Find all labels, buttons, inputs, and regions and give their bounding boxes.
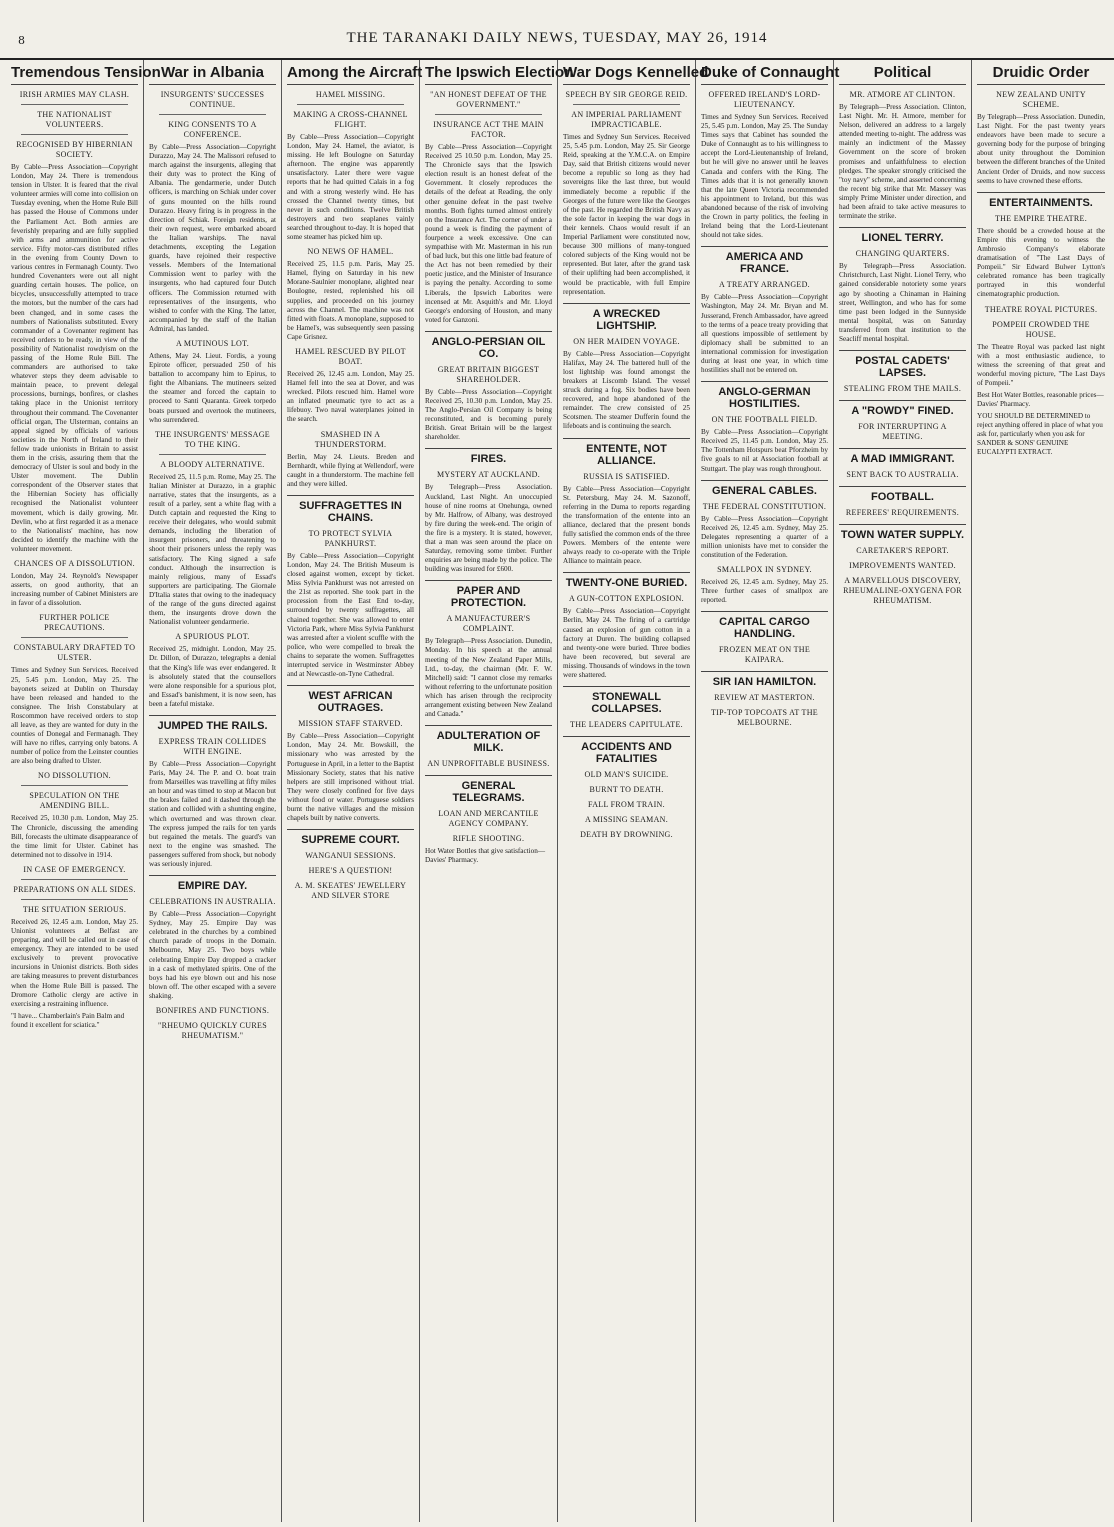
subheading: A MANUFACTURER'S COMPLAINT.: [446, 614, 531, 634]
article-body: By Telegraph—Press Association. Christchurch, Last Night. Lionel Terry, who gained considerable notoriety some years ago by shooting a Chinaman in Haining street, Wellington, and who has for some time past been lodged in the Sunnyside mental hospital, was on Saturday transferred from that institution to the Seacliff mental hospital.: [839, 262, 966, 343]
subheading: ON HER MAIDEN VOYAGE.: [573, 336, 680, 346]
advertisement: Hot Water Bottles that give satisfaction—Davies' Pharmacy.: [425, 847, 546, 865]
subheading: BONFIRES AND FUNCTIONS.: [155, 1006, 270, 1016]
column-ipswich-election: [420, 60, 574, 1522]
headline: A "ROWDY" FINED.: [839, 400, 966, 417]
subheading: SPEECH BY SIR GEORGE REID.: [565, 90, 688, 99]
article-body: By Cable—Press Association—Copyright London, May 24. There is tremendous tension in Ulster. It is feared that the rival volunteer armies will come into collision on Tuesday evening, when the Home Rule Bill has passed the House of Commons under the Parliament Act. Both armies are feverishly preparing and are fully supplied with arms and ammunition for active service. Fifty motor-cars distributed rifles in the evening from County Down to various centres in Fermanagh County. Two hundred Covenanters were out all night guarding certain houses. The police, on bicycles, unsuccessfully attempted to trace the motors, but the number of the cars had been changed, and in some cases the numbers of Nationalists substituted. Every commander of a Covenanter regiment has received orders to be ready, in view of the possibility of Nationalist rowdyism on the passing of the Home Rule Bill. The commanders are authorised to take whatever steps they deem advisable to maintain peace, to prevent delegal processions, burnings, bonfires, or clashes taking place in the Unionist territory throughout their command. The Covenanter official organ, The Ulsterman, contains an appeal signed by officials of various societies in the North of Ireland to their fellow trade unionists in Britain to assist them in the crisis, assuring them that the democracy of Ulster is soul and body in the Ulster movement. The Dublin correspondent of the Observer states that the Hibernian Society has officially recognised the Nationalist volunteer movement, which is daily growing. Mr. Devlin, who at first regarded it as a menace to the Nationalists' machine, has now decided to identify the machine with the volunteer movement.: [11, 163, 138, 553]
headline: Political: [839, 60, 966, 85]
subheading: A GUN-COTTON EXPLOSION.: [569, 594, 684, 604]
headline: War Dogs Kennelled: [563, 60, 690, 85]
subheading: A SPURIOUS PLOT.: [175, 632, 250, 642]
headline: ADULTERATION OF MILK.: [425, 725, 552, 754]
subheading: CONSTABULARY DRAFTED TO ULSTER.: [13, 643, 136, 663]
headline: PAPER AND PROTECTION.: [425, 580, 552, 609]
headline: FOOTBALL.: [839, 486, 966, 503]
article-body: By Cable—Press Association—Copyright Berlin, May 24. The firing of a cartridge caused an explosion of gun cotton in a factory at Duren. The building collapsed and twenty-one were buried. Three bodies have been recovered, but several are missing. Thousands of windows in the town were shattered.: [563, 607, 690, 680]
subheading: NO DISSOLUTION.: [38, 771, 111, 781]
headline: WEST AFRICAN OUTRAGES.: [287, 685, 414, 714]
subheading: THEATRE ROYAL PICTURES.: [984, 304, 1098, 314]
subheading: THE EMPIRE THEATRE.: [995, 213, 1087, 223]
headline: AMERICA AND FRANCE.: [701, 246, 828, 275]
article-body: Received 26, 12.45 a.m. London, May 25. Unionist volunteers at Belfast are preparing, and will be called out in case of emergency. They are intended to be used exclusively to prevent provocative incursions in Unionist districts. Both sides are taking measures to prevent disturbances when the Home Rule Bill is passed. The Dromore Catholic clergy are active in exercising a restraining influence.: [11, 917, 138, 1008]
subheading: SMASHED IN A THUNDERSTORM.: [314, 429, 387, 449]
article-body: By Cable—Press Association—Copyright London, May 24. Hamel, the aviator, is missing. He left Boulogne on Saturday afternoon. The engine was apparently unsatisfactory. Later there were vague reports that he had quitted Calais in a fog and with a strong westerly wind. He has crossed the Channel twenty times, but never in such conditions. Twelve British destroyers and two seaplanes vainly searched throughout to-day. It is hoped that some steamer has picked him up.: [287, 133, 414, 242]
subheading: REFEREES' REQUIREMENTS.: [845, 508, 960, 518]
masthead: [0, 0, 1114, 60]
subheading: A MUTINOUS LOT.: [175, 338, 249, 348]
subheading: THE NATIONALIST VOLUNTEERS.: [37, 110, 112, 129]
article-body: By Cable—Press Association—Copyright Received 25, 10.30 p.m. London, May 25. The Anglo-Persian Oil Company is being reconstituted, and is becoming purely British. Great Britain will be the largest shareholder.: [425, 387, 552, 442]
subheading: THE LEADERS CAPITULATE.: [570, 720, 683, 730]
headline: ENTERTAINMENTS.: [977, 192, 1105, 209]
headline: A WRECKED LIGHTSHIP.: [563, 303, 690, 332]
article-body: Received 26, 12.45 a.m. London, May 25. Hamel fell into the sea at Dover, and was wrecked. Pilots rescued him. Hamel wore an inflated pneumatic tyre to act as a lifebuoy. Two naval waterplanes joined in the search.: [287, 369, 414, 424]
subheading: SPECULATION ON THE AMENDING BILL.: [29, 791, 120, 811]
subheading: INSURGENTS' SUCCESSES CONTINUE.: [160, 90, 265, 109]
article-body: London, May 24. Reynold's Newspaper asserts, on good authority, that an increasing number of Cabinet Ministers are in favor of a dissolution.: [11, 572, 138, 608]
subheading: HAMEL RESCUED BY PILOT BOAT.: [295, 346, 406, 366]
advertisement: A. M. SKEATES' JEWELLERY AND SILVER STORE: [294, 881, 407, 901]
advertisement: HERE'S A QUESTION!: [308, 866, 393, 876]
advertisement: "RHEUMO QUICKLY CURES RHEUMATISM.": [158, 1021, 267, 1041]
column-druidic-order: [972, 60, 1110, 1522]
subheading: RIFLE SHOOTING.: [452, 834, 525, 844]
column-political: [834, 60, 972, 1522]
column-war-in-albania: [144, 60, 282, 1522]
subheading: THE SITUATION SERIOUS.: [22, 904, 127, 914]
subheading: AN UNPROFITABLE BUSINESS.: [427, 759, 550, 769]
subheading: PREPARATIONS ON ALL SIDES.: [13, 884, 136, 894]
subheading: AN IMPERIAL PARLIAMENT IMPRACTICABLE.: [571, 110, 682, 129]
subheading: CHANGING QUARTERS.: [855, 249, 950, 259]
article-body: By Cable—Press Association—Copyright Received 25, 11.45 p.m. London, May 25. The Tottenham Hotspurs beat Pforzheim by five goals to nil at Association football at Stuttgart. The play was rough throughout.: [701, 428, 828, 473]
article-body: By Cable—Press Association—Copyright London, May 24. The British Museum is closed against women, except by ticket. Miss Sylvia Pankhurst was not arrested on the 21st as reported. She took part in the procession from the East End to-day, surrounded by twenty suffragettes, all chained together. She was allowed to enter Victoria Park, where Miss Sylvia Pankhurst was arrested after a violent scuffle with the police, who were compelled to break the chains to separate the women. Suffragettes interrupted service in Westminster Abbey and at Newcastle-on-Tyne Cathedral.: [287, 551, 414, 679]
subheading: LOAN AND MERCANTILE AGENCY COMPANY.: [438, 809, 539, 829]
subheading: EXPRESS TRAIN COLLIDES WITH ENGINE.: [158, 736, 267, 756]
subheading: CARETAKER'S REPORT.: [856, 546, 949, 556]
subheading: KING CONSENTS TO A CONFERENCE.: [168, 120, 257, 139]
headline: A MAD IMMIGRANT.: [839, 448, 966, 465]
headline: ENTENTE, NOT ALLIANCE.: [563, 438, 690, 467]
column-among-the-aircraft: [282, 60, 423, 1522]
article-body: By Telegraph—Press Association. Dunedin, Monday. In his speech at the annual meeting of the New Zealand Paper Mills, Ltd., to-day, the chairman (Mr. F. W. Mitchell) said: "I cannot close my remarks without referring to the unfortunate position which has arisen through the reciprocity arrangement existing between New Zealand and Canada.": [425, 637, 552, 719]
subheading: FOR INTERRUPTING A MEETING.: [858, 422, 947, 442]
subheading: NO NEWS OF HAMEL.: [307, 247, 394, 257]
article-body: By Cable—Press Association—Copyright Paris, May 24. The P. and O. boat train from Marseilles was travelling at fifty miles an hour and was timed to stop at Macon but the brakes failed and it dashed through the station and collided with a shunting engine, which overturned and was thrown clear. The express jumped the rails for ten yards but regained the metals. The guard's van next to the engine was smashed. The passengers suffered from shock, but nobody was seriously injured.: [149, 759, 276, 868]
headline: GENERAL TELEGRAMS.: [425, 775, 552, 804]
headline: SUFFRAGETTES IN CHAINS.: [287, 495, 414, 524]
headline: EMPIRE DAY.: [149, 875, 276, 892]
subheading: THE INSURGENTS' MESSAGE TO THE KING.: [154, 429, 270, 449]
headline: Druidic Order: [977, 60, 1105, 85]
article-body: Times and Sydney Sun Services. Received 25, 5.45 p.m. London, May 25. Sir George Reid, speaking at the Y.M.C.A. on Empire Day, said that British citizens would never become a republic so long as they had sovereigns like the last three, but would immediately become a republic if the Georges of the future were like the Georges of the past. He regarded the British Navy as the sole factor in keeping the war dogs in their kennels. Chaos would result if an Imperial Parliament were constituted now, because 300 millions of many-tongued colored subjects of the King would not be represented. But later, after the grand task of their uplifting had been accomplished, it would be practicable, with full Empire representation.: [563, 133, 690, 296]
columns-container: [6, 60, 1114, 1522]
headline: STONEWALL COLLAPSES.: [563, 686, 690, 715]
article-body: Received 25, 11.5 p.m. Paris, May 25. Hamel, flying on Saturday in his new Morane-Saulnier monoplane, alighted near Boulogne, rested, replenished his oil supplies, and proceeded on his journey across the Channel. The machine was not fitted with floats. A monoplane, supposed to be Hamel's, was subsequently seen passing Cape Grisnez.: [287, 260, 414, 341]
subheading: TO PROTECT SYLVIA PANKHURST.: [308, 528, 393, 548]
article-body: Times and Sydney Sun Services. Received 25, 5.45 p.m. London, May 25. The bayonets seized at Dublin on Thursday have been released and handed to the consignee. The Irish Constabulary at Roscommon have received orders to stop all leave, as they are wanted for duty in the counties of Donegal and Fermanagh. They will have no rifles, carrying only batons. A number of police from the Leinster counties are also being drafted to Ulster.: [11, 666, 138, 766]
article-body: Received 25, midnight. London, May 25. Dr. Dillon, of Durazzo, telegraphs a denial that the King's life was ever endangered. It is absolutely stated that the counsellors were alone responsible for a spurious plot, and Essad's banishment, it is now seen, has been a fateful mistake.: [149, 645, 276, 708]
subheading: OFFERED IRELAND'S LORD-LIEUTENANCY.: [708, 90, 821, 109]
headline: TOWN WATER SUPPLY.: [839, 524, 966, 541]
article-body: By Cable—Press Association—Copyright Received 25 10.50 p.m. London, May 25. The Chronicle says that the Ipswich election result is an honest defeat of the Government. It closely reproduces the details of the defeat at Reading, the only other genuine defeat in the past twelve months. Both fights turned almost entirely on the Insurance Act. The corner of under a pound a week is finding the payment of fourpence a week excessive. One can sympathise with Mr. Masterman in his run of bad luck, but this one little bad feature of the Act has not been remedied by their poetic justice, and the Minister of Insurance is paying the penalty. According to some Liberals, the Ipswich Laborites were incensed at Mr. Asquith's and Mr. Lloyd George's endorsing of Houston, and many voted for Ganzoni.: [425, 143, 552, 324]
subheading: CHANCES OF A DISSOLUTION.: [14, 559, 135, 569]
article-body: Received 25, 10.30 p.m. London, May 25. The Chronicle, discussing the amending Bill, forecasts the ultimate disappearance of the time limit for Ulster. Cabinet has determined not to dissolve in 1914.: [11, 814, 138, 859]
article-body: By Telegraph—Press Association. Auckland, Last Night. An unoccupied house of nine rooms at Onehunga, owned by Mr. Halfrow, of Albany, was destroyed by fire during the week-end. The origin of the fire is a mystery. It is stated, however, that a man was seen around the place on Saturday, removing some timber. Further enquiries are being made by the police. The building was insured for £600.: [425, 483, 552, 574]
subheading: MR. ATMORE AT CLINTON.: [849, 90, 956, 99]
headline: ACCIDENTS AND FATALITIES: [563, 736, 690, 765]
subheading: FROZEN MEAT ON THE KAIPARA.: [718, 645, 811, 665]
article-body: By Telegraph—Press Association. Clinton, Last Night. Mr. H. Atmore, member for Nelson, delivered an address to a largely attended meeting to-night. The address was mainly an indictment of the Massey Government on the score of broken promises and unfaithfulness to election pledges. The speaker strongly criticised the "toy navy" scheme, and asserted concerning the recent big strike that Mr. Massey was simply Prime Minister under direction, and had been afraid to take active measures to terminate the strike.: [839, 103, 966, 221]
article-body: Times and Sydney Sun Services. Received 25, 5.45 p.m. London, May 25. The Sunday Times says that Cabinet has sounded the Duke of Connaught as to his willingness to accept the Lord-Lieutenantship of Ireland, but he will give no answer until he leaves Canada and confers with the King. The Times adds that it is not generally known that the late Queen Victoria recommended his appointment to Ireland, but this was abandoned because of the risk of involving the Crown in party politics, the feeling in Ireland being that the Lord-Lieutenant should not take sides.: [701, 113, 828, 240]
headline: ANGLO-GERMAN HOSTILITIES.: [701, 381, 828, 410]
subheading: GREAT BRITAIN BIGGEST SHAREHOLDER.: [437, 364, 540, 384]
subheading: STEALING FROM THE MAILS.: [843, 384, 962, 394]
subheading: IRISH ARMIES MAY CLASH.: [19, 90, 130, 99]
subheading: FALL FROM TRAIN.: [588, 800, 665, 810]
subheading: "AN HONEST DEFEAT OF THE GOVERNMENT.": [430, 90, 547, 109]
article-body: By Cable—Press Association—Copyright Halifax, May 24. The battered hull of the lost lightship was found amongst the breakers at Liscomb Island. The vessel struck during a fog. Six bodies have been recovered, and hope abandoned of the remainder. The crew consisted of 25 Scotsmen. The steamer Dufferin found the lifeboats and is continuing the search.: [563, 349, 690, 431]
headline: War in Albania: [149, 60, 276, 85]
subheading: NEW ZEALAND UNITY SCHEME.: [996, 90, 1086, 109]
article-body: Athens, May 24. Lieut. Fordis, a young Epirote officer, persuaded 250 of his battalion to accompany him to Epirus, to fight the Albanians. The mutineers seized the steamer and forced the captain to proceed to Santi Quaranta. Greek torpedo boats pursued and overtook the mutineers, who surrendered.: [149, 351, 276, 424]
subheading: IMPROVEMENTS WANTED.: [849, 561, 956, 571]
advertisement: A MARVELLOUS DISCOVERY, RHEUMALINE-OXYGENA FOR RHEUMATISM.: [843, 576, 962, 606]
subheading: BURNT TO DEATH.: [589, 785, 664, 795]
article-body: By Cable—Press Association—Copyright St. Petersburg, May 24. M. Sazonoff, referring in the Duma to reports regarding the transformation of the entente into an alliance, declared that the present bonds fully satisfied the common ends of the three Powers. Members of the entente were always ready to co-operate with the Triple Alliance to maintain peace.: [563, 484, 690, 566]
subheading: SMALLPOX IN SYDNEY.: [717, 565, 812, 575]
subheading: REVIEW AT MASTERTON.: [714, 693, 815, 703]
article-body: By Cable—Press Association—Copyright Received 26, 12.45 a.m. Sydney, May 25. Delegates representing a quarter of a million unionists have met to consider the constitution of the Federation.: [701, 514, 828, 559]
subheading: RECOGNISED BY HIBERNIAN SOCIETY.: [16, 140, 133, 159]
article-body: By Telegraph—Press Association. Dunedin, Last Night. For the past twenty years endeavors have been made to secure a governing body for the purpose of bringing about unity throughout the Dominion between the different branches of the United Ancient Order of Druids, and now success seems to have crowned these efforts.: [977, 113, 1105, 185]
headline: POSTAL CADETS' LAPSES.: [839, 350, 966, 379]
subheading: WANGANUI SESSIONS.: [305, 851, 396, 861]
headline: FIRES.: [425, 448, 552, 465]
headline: CAPITAL CARGO HANDLING.: [701, 611, 828, 640]
column-duke-of-connaught: [696, 60, 840, 1522]
subheading: THE FEDERAL CONSTITUTION.: [702, 501, 827, 511]
subheading: OLD MAN'S SUICIDE.: [584, 770, 669, 780]
headline: SIR IAN HAMILTON.: [701, 671, 828, 688]
column-tremendous-tension: [6, 60, 161, 1522]
headline: The Ipswich Election: [425, 60, 552, 85]
article-body: By Cable—Press Association—Copyright Sydney, May 25. Empire Day was celebrated in the churches by a combined church parade of troops in the Domain. Melbourne, May 25. Two boys while celebrating Empire Day dropped a cracker in a cask of methylated spirits. One of the boys had his eye blown out and his nose blown off. The other escaped with a severe shaking.: [149, 910, 276, 1000]
article-body: By Cable—Press Association—Copyright London, May 24. Mr. Bowskill, the missionary who was arrested by the Portuguese in April, in a letter to the Baptist Missionary Society, states that his native helpers are still imprisoned without trial. They were closely confined for five days without food or water. Portuguese soldiers burnt the native villages and the mission chapels built by native converts.: [287, 732, 414, 823]
headline: Duke of Connaught: [701, 60, 828, 85]
subheading: RUSSIA IS SATISFIED.: [583, 471, 670, 481]
subheading: DEATH BY DROWNING.: [580, 830, 673, 840]
article-body: There should be a crowded house at the Empire this evening to witness the Ambrosio Company's elaborate dramatisation of "The Last Days of Pompeii." Sir Edward Bulwer Lytton's celebrated romance has been tragically portrayed in this wonderful cinematographic production.: [977, 226, 1105, 299]
advertisement: YOU SHOULD BE DETERMINED to reject anything offered in place of what you ask for, particularly when you ask for SANDER & SONS' GENUINE EUCALYPTI EXTRACT.: [977, 411, 1103, 456]
subheading: MAKING A CROSS-CHANNEL FLIGHT.: [293, 110, 408, 129]
subheading: HAMEL MISSING.: [315, 90, 386, 99]
subheading: CELEBRATIONS IN AUSTRALIA.: [149, 897, 276, 907]
headline: Among the Aircraft: [287, 60, 414, 85]
headline: SUPREME COURT.: [287, 829, 414, 846]
newspaper-title: THE TARANAKI DAILY NEWS, TUESDAY, MAY 26, 1914: [346, 30, 768, 46]
subheading: MYSTERY AT AUCKLAND.: [436, 470, 541, 480]
article-body: Received 25, 11.5 p.m. Rome, May 25. The Italian Minister at Durazzo, in a graphic narrative, states that the insurgents, as a result of a parley, sent a white flag with a Dutch captain and requested the King to receive their delegates, who would submit demands, including the liberation of insurgent prisoners, and threatening to shoot their prisoners unless the reply was satisfactory. The King signed a safe conduct. Although the insurrection is mainly religious, many of Essad's supporters are participating. The Giornale D'Italia states that owing to the inadequacy of the range of the guns directed against them, the insurgents drove down the Nationalist volunteer gendarmerie.: [149, 472, 276, 627]
article-body: Received 26, 12.45 a.m. Sydney, May 25. Three further cases of smallpox are reported.: [701, 578, 828, 605]
subheading: A TREATY ARRANGED.: [719, 280, 810, 290]
headline: TWENTY-ONE BURIED.: [563, 572, 690, 589]
headline: ANGLO-PERSIAN OIL CO.: [425, 331, 552, 360]
advertisement: Best Hot Water Bottles, reasonable prices—Davies' Pharmacy.: [977, 390, 1104, 408]
subheading: MISSION STAFF STARVED.: [298, 719, 403, 729]
subheading: FURTHER POLICE PRECAUTIONS.: [39, 613, 110, 633]
column-war-dogs-kennelled: [558, 60, 709, 1522]
advertisement: "I have... Chamberlain's Pain Balm and found it excellent for sciatica.": [11, 1011, 125, 1029]
headline: GENERAL CABLES.: [701, 480, 828, 497]
article-body: By Cable—Press Association—Copyright Durazzo, May 24. The Malissori refused to march against the insurgents, alleging that their duty was to protect the King of Albania. The gendarmerie, under Dutch officers, is marching on Schiak under cover of guns mounted on the hills round Durazzo. Heavy firing is in progress in the direction of Schiak. Foreign residents, at their own request, were embarked aboard the Italian warships. The naval detachments, excepting the Legation guards, have rejoined their respective vessels. Members of the International Commission went to parley with the insurgents, who had captured four Dutch officers. The Commission returned with representatives of the insurgents, who wished to confer with the King. The latter, accompanied by the staff of the Italian Admiral, has landed.: [149, 143, 276, 333]
subheading: SENT BACK TO AUSTRALIA.: [846, 470, 959, 480]
subheading: A BLOODY ALTERNATIVE.: [160, 459, 265, 469]
article-body: The Theatre Royal was packed last night with a most enthusiastic audience, to witness the screening of that great and wonderful moving picture, "The Last Days of Pompeii.": [977, 342, 1105, 387]
article-body: By Cable—Press Association—Copyright Washington, May 24. Mr. Bryan and M. Jusserand, French Ambassador, have agreed to the terms of a peace treaty providing that all questions impossible of settlement by diplomacy shall be submitted to an international commission for investigation during at least one year, in which time hostilities shall not be entered on.: [701, 293, 828, 375]
subheading: ON THE FOOTBALL FIELD.: [711, 415, 818, 425]
headline: LIONEL TERRY.: [839, 227, 966, 244]
article-body: Berlin, May 24. Lieuts. Breden and Bernhardt, while flying at Wellendorf, were caught in a thunderstorm. The machine fell and they were killed.: [287, 452, 414, 488]
page-number: 8: [18, 34, 25, 47]
headline: Tremendous Tension: [11, 60, 138, 85]
subheading: INSURANCE ACT THE MAIN FACTOR.: [433, 120, 544, 139]
subheading: A MISSING SEAMAN.: [584, 815, 669, 825]
subheading: IN CASE OF EMERGENCY.: [23, 864, 126, 874]
subheading: POMPEII CROWDED THE HOUSE.: [992, 319, 1090, 339]
headline: JUMPED THE RAILS.: [149, 715, 276, 732]
advertisement: TIP-TOP TOPCOATS AT THE MELBOURNE.: [711, 708, 818, 728]
